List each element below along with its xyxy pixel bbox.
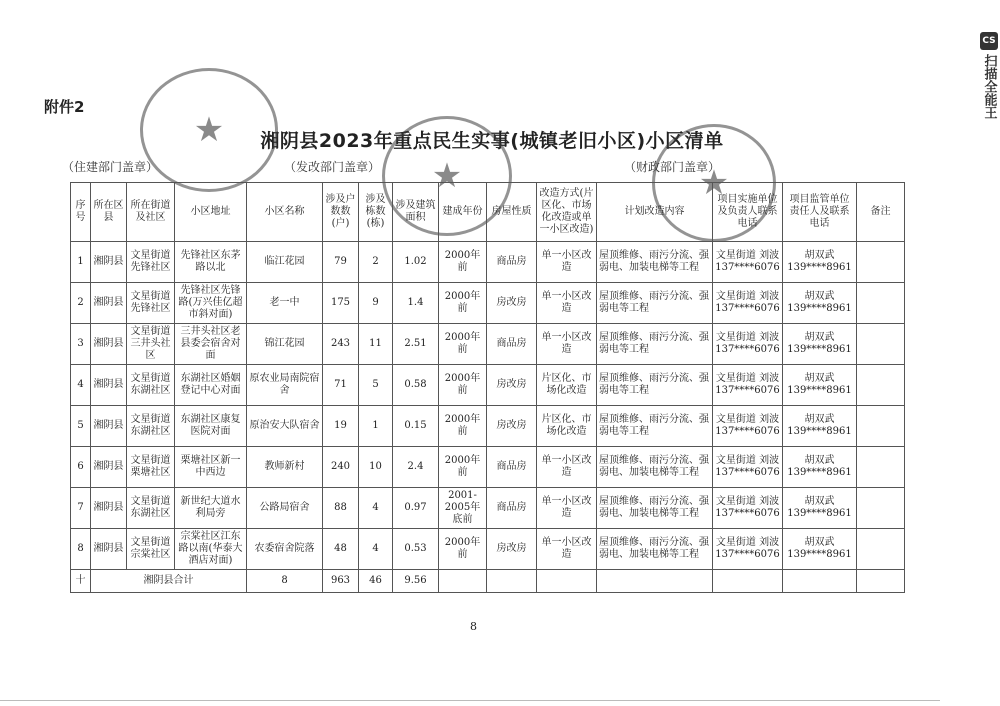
table-cell: 湘阴县 xyxy=(91,283,127,324)
table-cell: 湘阴县 xyxy=(91,488,127,529)
table-cell: 胡双武 139****8961 xyxy=(783,447,857,488)
header-cell: 备注 xyxy=(857,183,905,242)
table-cell: 文星街道东湖社区 xyxy=(127,365,175,406)
table-cell: 商品房 xyxy=(487,447,537,488)
table-cell: 5 xyxy=(359,365,393,406)
table-cell xyxy=(857,324,905,365)
table-cell: 东湖社区康复医院对面 xyxy=(175,406,247,447)
table-cell: 文星街道三井头社区 xyxy=(127,324,175,365)
table-row xyxy=(71,406,905,447)
table-cell: 片区化、市场化改造 xyxy=(537,406,597,447)
table-row xyxy=(71,242,905,283)
table-cell: 文星街道 刘波 137****6076 xyxy=(713,324,783,365)
table-cell: 1 xyxy=(359,406,393,447)
total-households: 963 xyxy=(323,570,359,593)
table-cell: 文星街道 刘波 137****6076 xyxy=(713,488,783,529)
table-cell: 片区化、市场化改造 xyxy=(537,365,597,406)
table-cell: 文星街道东湖社区 xyxy=(127,406,175,447)
table-cell: 2000年前 xyxy=(439,242,487,283)
table-cell: 2000年前 xyxy=(439,406,487,447)
total-area: 9.56 xyxy=(393,570,439,593)
table-cell: 公路局宿舍 xyxy=(247,488,323,529)
finance-seal-stamp: ★ xyxy=(652,124,776,242)
table-cell: 11 xyxy=(359,324,393,365)
table-cell: 2000年前 xyxy=(439,529,487,570)
table-cell: 农委宿舍院落 xyxy=(247,529,323,570)
header-cell: 涉及户数数(户) xyxy=(323,183,359,242)
table-cell: 单一小区改造 xyxy=(537,324,597,365)
table-cell: 房改房 xyxy=(487,365,537,406)
table-cell xyxy=(857,283,905,324)
table-cell: 老一中 xyxy=(247,283,323,324)
table-cell: 房改房 xyxy=(487,283,537,324)
table-cell: 商品房 xyxy=(487,242,537,283)
table-cell: 三井头社区老县委会宿舍对面 xyxy=(175,324,247,365)
table-row xyxy=(71,324,905,365)
table-cell: 单一小区改造 xyxy=(537,529,597,570)
table-cell: 240 xyxy=(323,447,359,488)
table-cell: 1 xyxy=(71,242,91,283)
table-cell: 房改房 xyxy=(487,406,537,447)
table-cell xyxy=(857,447,905,488)
total-label: 湘阴县合计 xyxy=(91,570,247,593)
table-cell: 文星街道 刘波 137****6076 xyxy=(713,447,783,488)
table-cell: 4 xyxy=(359,488,393,529)
table-cell: 湘阴县 xyxy=(91,529,127,570)
total-count: 8 xyxy=(247,570,323,593)
table-cell: 2001-2005年底前 xyxy=(439,488,487,529)
attachment-label: 附件2 xyxy=(44,98,85,116)
table-cell: 文星街道栗塘社区 xyxy=(127,447,175,488)
header-cell: 所在街道及社区 xyxy=(127,183,175,242)
header-cell: 房屋性质 xyxy=(487,183,537,242)
header-cell: 改造方式(片区化、市场化改造或单一小区改造) xyxy=(537,183,597,242)
table-cell: 4 xyxy=(359,529,393,570)
table-cell xyxy=(857,406,905,447)
table-cell: 0.53 xyxy=(393,529,439,570)
table-cell: 文星街道先锋社区 xyxy=(127,242,175,283)
table-cell: 9 xyxy=(359,283,393,324)
header-cell: 小区名称 xyxy=(247,183,323,242)
table-cell: 2000年前 xyxy=(439,324,487,365)
table-cell: 文星街道 刘波 137****6076 xyxy=(713,365,783,406)
table-cell: 商品房 xyxy=(487,488,537,529)
table-cell: 胡双武 139****8961 xyxy=(783,283,857,324)
table-cell: 胡双武 139****8961 xyxy=(783,324,857,365)
table-cell: 175 xyxy=(323,283,359,324)
table-cell: 临江花园 xyxy=(247,242,323,283)
table-cell: 文星街道先锋社区 xyxy=(127,283,175,324)
page-bottom-divider xyxy=(0,700,940,701)
table-cell: 8 xyxy=(71,529,91,570)
table-cell: 教师新村 xyxy=(247,447,323,488)
table-cell: 2000年前 xyxy=(439,283,487,324)
header-cell: 序号 xyxy=(71,183,91,242)
table-cell: 胡双武 139****8961 xyxy=(783,242,857,283)
finance-seal-label: （财政部门盖章） xyxy=(624,160,721,174)
table-cell: 原农业局南院宿舍 xyxy=(247,365,323,406)
table-cell: 243 xyxy=(323,324,359,365)
table-row xyxy=(71,488,905,529)
table-cell: 湘阴县 xyxy=(91,365,127,406)
total-buildings: 46 xyxy=(359,570,393,593)
table-cell: 先锋社区东茅路以北 xyxy=(175,242,247,283)
table-cell: 48 xyxy=(323,529,359,570)
table-cell: 文星街道 刘波 137****6076 xyxy=(713,242,783,283)
header-cell: 建成年份 xyxy=(439,183,487,242)
table-cell: 原治安大队宿舍 xyxy=(247,406,323,447)
table-cell: 文星街道宗棠社区 xyxy=(127,529,175,570)
table-cell: 胡双武 139****8961 xyxy=(783,365,857,406)
scanner-watermark-text: 扫描全能王 xyxy=(981,54,997,119)
table-cell: 1.4 xyxy=(393,283,439,324)
table-cell: 单一小区改造 xyxy=(537,488,597,529)
table-cell: 0.58 xyxy=(393,365,439,406)
table-cell: 88 xyxy=(323,488,359,529)
table-cell: 屋顶维修、雨污分流、强弱电、加装电梯等工程 xyxy=(597,488,713,529)
table-cell: 0.15 xyxy=(393,406,439,447)
table-cell: 屋顶维修、雨污分流、强弱电等工程 xyxy=(597,283,713,324)
table-cell: 房改房 xyxy=(487,529,537,570)
table-cell: 锦江花园 xyxy=(247,324,323,365)
table-cell: 单一小区改造 xyxy=(537,283,597,324)
table-cell xyxy=(857,365,905,406)
table-cell: 湘阴县 xyxy=(91,447,127,488)
table-cell: 79 xyxy=(323,242,359,283)
development-seal-label: （发改部门盖章） xyxy=(284,160,381,174)
table-row xyxy=(71,447,905,488)
header-cell: 项目实施单位及负责人联系电话 xyxy=(713,183,783,242)
scanner-watermark xyxy=(978,32,1000,142)
table-cell: 7 xyxy=(71,488,91,529)
table-cell xyxy=(857,488,905,529)
cs-logo-icon: CS xyxy=(980,32,998,50)
table-cell: 2000年前 xyxy=(439,447,487,488)
header-cell: 涉及栋数(栋) xyxy=(359,183,393,242)
table-cell: 胡双武 139****8961 xyxy=(783,406,857,447)
table-cell: 2000年前 xyxy=(439,365,487,406)
development-seal-stamp: ★ xyxy=(382,116,512,236)
table-cell: 湘阴县 xyxy=(91,324,127,365)
table-cell xyxy=(857,242,905,283)
table-cell: 栗塘社区新一中西边 xyxy=(175,447,247,488)
table-cell: 文星街道 刘波 137****6076 xyxy=(713,283,783,324)
table-cell: 胡双武 139****8961 xyxy=(783,529,857,570)
table-cell: 2 xyxy=(359,242,393,283)
table-cell xyxy=(857,529,905,570)
table-cell: 宗棠社区江东路以南(华泰大酒店对面) xyxy=(175,529,247,570)
table-cell: 单一小区改造 xyxy=(537,447,597,488)
header-cell: 涉及建筑面积 xyxy=(393,183,439,242)
table-cell: 6 xyxy=(71,447,91,488)
table-cell: 湘阴县 xyxy=(91,242,127,283)
table-cell: 2.51 xyxy=(393,324,439,365)
total-mark: 十 xyxy=(71,570,91,593)
table-cell: 0.97 xyxy=(393,488,439,529)
table-cell: 屋顶维修、雨污分流、强弱电、加装电梯等工程 xyxy=(597,529,713,570)
table-cell: 商品房 xyxy=(487,324,537,365)
table-cell: 屋顶维修、雨污分流、强弱电、加装电梯等工程 xyxy=(597,242,713,283)
table-cell: 19 xyxy=(323,406,359,447)
table-cell: 10 xyxy=(359,447,393,488)
document-title: 湘阴县2023年重点民生实事(城镇老旧小区)小区清单 xyxy=(260,130,724,152)
table-cell: 2 xyxy=(71,283,91,324)
table-cell: 屋顶维修、雨污分流、强弱电等工程 xyxy=(597,365,713,406)
page-number: 8 xyxy=(470,620,477,633)
header-cell: 所在区县 xyxy=(91,183,127,242)
table-cell: 1.02 xyxy=(393,242,439,283)
table-cell: 屋顶维修、雨污分流、强弱电等工程 xyxy=(597,324,713,365)
table-cell: 2.4 xyxy=(393,447,439,488)
table-cell: 71 xyxy=(323,365,359,406)
header-cell: 计划改造内容 xyxy=(597,183,713,242)
housing-seal-stamp: ★ xyxy=(140,68,278,192)
table-cell: 文星街道 刘波 137****6076 xyxy=(713,529,783,570)
community-list-table xyxy=(70,182,905,593)
table-cell: 单一小区改造 xyxy=(537,242,597,283)
table-cell: 东湖社区婚姻登记中心对面 xyxy=(175,365,247,406)
total-row xyxy=(71,570,905,593)
table-header-row xyxy=(71,183,905,242)
header-cell: 项目监管单位责任人及联系电话 xyxy=(783,183,857,242)
table-cell: 5 xyxy=(71,406,91,447)
table-cell: 3 xyxy=(71,324,91,365)
table-cell: 文星街道东湖社区 xyxy=(127,488,175,529)
table-cell: 湘阴县 xyxy=(91,406,127,447)
table-row xyxy=(71,529,905,570)
table-cell: 屋顶维修、雨污分流、强弱电等工程 xyxy=(597,406,713,447)
table-cell: 文星街道 刘波 137****6076 xyxy=(713,406,783,447)
table-cell: 屋顶维修、雨污分流、强弱电、加装电梯等工程 xyxy=(597,447,713,488)
table-row xyxy=(71,283,905,324)
table-cell: 新世纪大道水利局旁 xyxy=(175,488,247,529)
table-cell: 先锋社区先锋路(万兴佳亿超市斜对面) xyxy=(175,283,247,324)
header-cell: 小区地址 xyxy=(175,183,247,242)
table-row xyxy=(71,365,905,406)
housing-seal-label: （住建部门盖章） xyxy=(62,160,159,174)
table-cell: 4 xyxy=(71,365,91,406)
table-cell: 胡双武 139****8961 xyxy=(783,488,857,529)
